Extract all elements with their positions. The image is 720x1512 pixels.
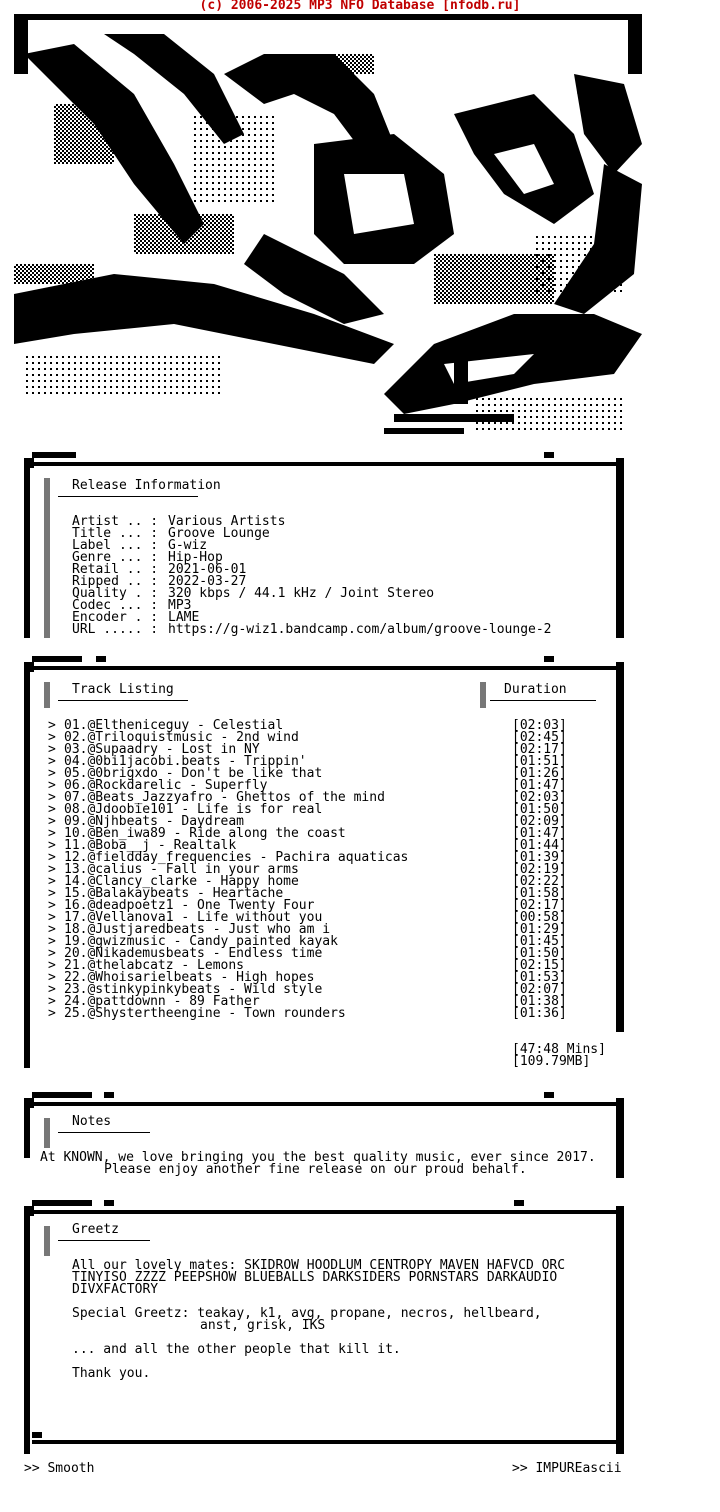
track-duration: [01:39] <box>512 850 567 865</box>
release-info-box <box>24 452 624 638</box>
track-title: 22.@Whoisarielbeats - High hopes <box>64 970 315 985</box>
track-title: 17.@Vellanova1 - Life without you <box>64 910 323 925</box>
artist-signature: sM <box>576 83 591 97</box>
release-field-key: Artist .. : <box>72 514 159 529</box>
section-heading: Track Listing <box>72 682 174 697</box>
track-title: 19.@gwizmusic - Candy painted kayak <box>64 934 338 949</box>
track-title: 21.@thelabcatz - Lemons <box>64 958 245 973</box>
track-title: 14.@Clancy_clarke - Happy home <box>64 874 299 889</box>
track-bullet-icon: > <box>48 814 56 829</box>
total-time: [47:48 Mins] <box>512 1042 606 1057</box>
track-duration: [01:29] <box>512 922 567 937</box>
release-field-value: Groove Lounge <box>168 526 270 541</box>
track-bullet-icon: > <box>48 922 56 937</box>
track-bullet-icon: > <box>48 802 56 817</box>
track-bullet-icon: > <box>48 826 56 841</box>
ascii-art-logo <box>14 14 642 444</box>
track-title: 24.@pattdownn - 89 Father <box>64 994 260 1009</box>
total-size: [109.79MB] <box>512 1054 591 1069</box>
track-title: 05.@0brigxdo - Don't be like that <box>64 766 323 781</box>
special-greetz-line-2: anst, grisk, IKS <box>200 1318 326 1333</box>
release-field-key: Genre ... : <box>72 550 159 565</box>
release-field-key: Ripped .. : <box>72 574 159 589</box>
track-title: 11.@Boba__j - Realtalk <box>64 838 237 853</box>
track-title: 08.@Jdoobie101 - Life is for real <box>64 802 323 817</box>
track-bullet-icon: > <box>48 850 56 865</box>
track-title: 01.@Eltheniceguy - Celestial <box>64 718 284 733</box>
track-duration: [01:44] <box>512 838 567 853</box>
section-heading: Notes <box>72 1114 112 1129</box>
release-field-key: Retail .. : <box>72 562 159 577</box>
notes-box <box>24 1092 624 1178</box>
duration-heading: Duration <box>504 682 567 697</box>
track-title: 16.@deadpoetz1 - One Twenty Four <box>64 898 315 913</box>
track-duration: [01:36] <box>512 1006 567 1021</box>
release-field-value: LAME <box>168 610 200 625</box>
release-field-key: Label ... : <box>72 538 159 553</box>
track-duration: [01:51] <box>512 754 567 769</box>
section-heading: Release Information <box>72 478 221 493</box>
release-field-key: Codec ... : <box>72 598 159 613</box>
track-bullet-icon: > <box>48 970 56 985</box>
track-duration: [00:58] <box>512 910 567 925</box>
release-field-key: Quality . : <box>72 586 159 601</box>
track-title: 12.@fieldday_frequencies - Pachira aquaticas <box>64 850 409 865</box>
track-title: 06.@Rockdarelic - Superfly <box>64 778 268 793</box>
release-field-key: Encoder . : <box>72 610 159 625</box>
track-title: 09.@Njhbeats - Daydream <box>64 814 245 829</box>
greetz-mates-line-3: DIVXFACTORY <box>72 1282 159 1297</box>
footer-right-credit: >> IMPUREascii <box>512 1461 622 1476</box>
track-bullet-icon: > <box>48 730 56 745</box>
track-title: 03.@Supaadry - Lost in NY <box>64 742 260 757</box>
release-field-value: 2021-06-01 <box>168 562 247 577</box>
track-title: 25.@Shystertheengine - Town rounders <box>64 1006 346 1021</box>
release-field-key: URL ..... : <box>72 622 159 637</box>
track-title: 02.@Triloquistmusic - 2nd wind <box>64 730 299 745</box>
track-bullet-icon: > <box>48 886 56 901</box>
track-duration: [01:47] <box>512 826 567 841</box>
release-field-value: MP3 <box>168 598 192 613</box>
track-bullet-icon: > <box>48 946 56 961</box>
track-bullet-icon: > <box>48 862 56 877</box>
track-title: 07.@Beats_Jazzyafro - Ghettos of the mind <box>64 790 385 805</box>
track-bullet-icon: > <box>48 898 56 913</box>
track-duration: [02:17] <box>512 898 567 913</box>
track-duration: [02:03] <box>512 718 567 733</box>
release-field-value: 2022-03-27 <box>168 574 247 589</box>
track-duration: [02:45] <box>512 730 567 745</box>
greetz-mates-line-1: All our lovely mates: SKIDROW HOODLUM CENTROPY MAVEN HAFVCD ORC <box>72 1258 566 1273</box>
track-bullet-icon: > <box>48 982 56 997</box>
track-bullet-icon: > <box>48 718 56 733</box>
track-bullet-icon: > <box>48 910 56 925</box>
track-duration: [01:50] <box>512 802 567 817</box>
track-duration: [01:58] <box>512 886 567 901</box>
greetz-others: ... and all the other people that kill it. <box>72 1342 401 1357</box>
release-field-value: Various Artists <box>168 514 286 529</box>
track-duration: [02:03] <box>512 790 567 805</box>
track-bullet-icon: > <box>48 934 56 949</box>
track-duration: [01:53] <box>512 970 567 985</box>
track-duration: [02:17] <box>512 742 567 757</box>
track-duration: [01:47] <box>512 778 567 793</box>
track-bullet-icon: > <box>48 778 56 793</box>
track-duration: [01:26] <box>512 766 567 781</box>
track-listing-box <box>24 656 624 1068</box>
track-bullet-icon: > <box>48 874 56 889</box>
track-bullet-icon: > <box>48 754 56 769</box>
track-bullet-icon: > <box>48 1006 56 1021</box>
track-duration: [01:50] <box>512 946 567 961</box>
greetz-mates-line-2: TINYISO ZZZZ PEEPSHOW BLUEBALLS DARKSIDERS PORNSTARS DARKAUDIO <box>72 1270 558 1285</box>
notes-line-2: Please enjoy another fine release on our proud behalf. <box>104 1162 527 1177</box>
track-duration: [02:15] <box>512 958 567 973</box>
footer-left-credit: >> Smooth <box>24 1461 95 1476</box>
track-title: 23.@stinkypinkybeats - Wild style <box>64 982 323 997</box>
copyright-banner: (c) 2006-2025 MP3 NFO Database [nfodb.ru] <box>199 0 521 13</box>
track-title: 18.@Justjaredbeats - Just who am i <box>64 922 331 937</box>
release-field-value: G-wiz <box>168 538 208 553</box>
release-field-value: 320 kbps / 44.1 kHz / Joint Stereo <box>168 586 435 601</box>
track-bullet-icon: > <box>48 790 56 805</box>
track-title: 10.@Ben_iwa89 - Ride along the coast <box>64 826 346 841</box>
track-title: 04.@0bi1jacobi.beats - Trippin' <box>64 754 307 769</box>
track-duration: [01:38] <box>512 994 567 1009</box>
release-field-key: Title ... : <box>72 526 159 541</box>
special-greetz-line-1: Special Greetz: teakay, k1, avg, propane, necros, hellbeard, <box>72 1306 542 1321</box>
track-duration: [02:07] <box>512 982 567 997</box>
greetz-box <box>24 1200 624 1454</box>
track-duration: [02:22] <box>512 874 567 889</box>
track-bullet-icon: > <box>48 742 56 757</box>
release-field-value: Hip-Hop <box>168 550 223 565</box>
track-bullet-icon: > <box>48 766 56 781</box>
track-duration: [02:19] <box>512 862 567 877</box>
notes-line-1: At KNOWN, we love bringing you the best quality music, ever since 2017. <box>40 1150 596 1165</box>
track-duration: [01:45] <box>512 934 567 949</box>
section-heading: Greetz <box>72 1222 119 1237</box>
release-field-value: https://g-wiz1.bandcamp.com/album/groove-lounge-2 <box>168 622 552 637</box>
track-title: 20.@Nikademusbeats - Endless time <box>64 946 323 961</box>
greetz-thanks: Thank you. <box>72 1366 151 1381</box>
track-bullet-icon: > <box>48 958 56 973</box>
track-duration: [02:09] <box>512 814 567 829</box>
track-title: 15.@Balakaybeats - Heartache <box>64 886 284 901</box>
track-bullet-icon: > <box>48 994 56 1009</box>
track-title: 13.@calius - Fall in your arms <box>64 862 299 877</box>
track-bullet-icon: > <box>48 838 56 853</box>
